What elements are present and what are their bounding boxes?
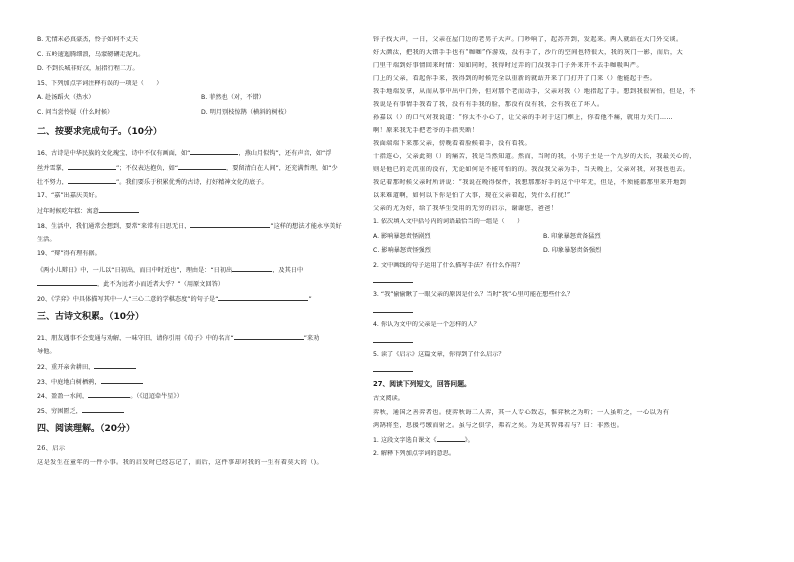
reading-q1-option-a: A. 影响暴怒责怪剧烈 bbox=[373, 232, 431, 240]
question-19-line2 bbox=[37, 265, 365, 273]
question-18 bbox=[37, 221, 365, 229]
reading-q1-option-d: D. 印象暴怒责备强烈 bbox=[543, 247, 602, 255]
reading-q2: 2. 文中画线的句子运用了什么描写手法？有什么作用？ bbox=[373, 261, 524, 269]
reading-q1-option-c: C. 影响暴怒责怪强烈 bbox=[373, 247, 431, 255]
question-21 bbox=[37, 333, 365, 341]
section-3-title: 三、古诗文积累。（10分） bbox=[37, 311, 145, 322]
q16-text-f: 壮不努力， bbox=[37, 179, 68, 186]
question-15: 15、下列加点字词注释有误的一项是（ ） bbox=[37, 79, 163, 87]
reading-q5-answer-line[interactable] bbox=[373, 365, 413, 372]
question-16-line1 bbox=[37, 148, 365, 156]
q16-text-g: ”。我们要乐于积累优秀的古诗，打好精神文化的底子。 bbox=[115, 179, 268, 186]
section-2-title: 二、按要求完成句子。（10分） bbox=[37, 126, 163, 137]
question-21-line2: 导他。 bbox=[37, 347, 56, 355]
question-17: 17、“嘉”出嘉庆美好。 bbox=[37, 191, 101, 199]
question-22 bbox=[37, 362, 365, 370]
question-26: 26、启示 bbox=[37, 444, 66, 452]
q24-blank[interactable] bbox=[88, 391, 130, 398]
classical-text-line-1: 弈秋，通国之善弈者也。使弈秋诲二人弈，其一人专心致志，惟弈秋之为听；一人虽听之，一心以为有 bbox=[373, 409, 670, 417]
q23-text: 23、中庭地白树栖鸦， bbox=[37, 378, 101, 385]
q25-text: 25、穷困匮乏， bbox=[37, 407, 82, 414]
question-23 bbox=[37, 377, 365, 385]
question-20 bbox=[37, 294, 365, 302]
q15-option-d: D. 明月别枝惊鹊（横斜的树枝） bbox=[201, 108, 291, 116]
q16-text-c: 丝并雪掌， bbox=[37, 164, 68, 171]
passage-line-1: 这是发生在童年的一件小事。我的启发时已经忘记了，而后，这件事却对我的一生有着莫大的（)。 bbox=[37, 459, 324, 467]
passage-line-5: 门上的父亲，看起你手来，我得到的时候完全以重新的就站开来了门打开了门来（）他能起于些。 bbox=[373, 75, 657, 82]
passage-line-6: 我手地端发拿，从而从事中出中门外，但对那个老而动手，父亲对我（）地指起了手。想到我很害怕，但是，不 bbox=[373, 88, 696, 95]
q16-text-b: ，燕山月似钩”，还有声音，如“浮 bbox=[238, 149, 332, 156]
question-19: 19、“辩”得有理有据。 bbox=[37, 250, 101, 258]
q16-blank-1[interactable] bbox=[190, 148, 238, 155]
q22-text: 22、重开亲舍耕田， bbox=[37, 364, 95, 371]
classical-q2: 2. 解释下列加点字词的意思。 bbox=[373, 449, 456, 457]
question-19-line3 bbox=[37, 279, 365, 287]
q16-blank-4[interactable] bbox=[68, 177, 116, 184]
q15-options-row1 bbox=[37, 94, 365, 102]
q16-blank-3[interactable] bbox=[178, 163, 226, 170]
q24-text-b: 。（《迢迢牵牛星》） bbox=[130, 393, 183, 400]
q15-option-a: A. 赴汤蹈火（热水） bbox=[37, 94, 95, 102]
q17-blank[interactable] bbox=[99, 206, 139, 213]
classical-label: 古文阅读。 bbox=[373, 394, 404, 402]
reading-q5: 5. 读了《启示》这篇文章，你得到了什么启示？ bbox=[373, 350, 505, 358]
classical-text-line-2: 鸿鹄将至，思援弓缴而射之。虽与之俱学，弗若之矣。为是其智弗若与？曰：非然也。 bbox=[373, 422, 624, 430]
q23-blank[interactable] bbox=[101, 377, 143, 384]
q19-text-b: 《两小儿辩日》中，一儿以“日初出，而日中时近也”，理由是：“日初出 bbox=[37, 266, 233, 273]
passage-line-10: 我面端端下来那父亲，傍晚看着脸候着手，没有看我。 bbox=[373, 140, 532, 147]
classical-q1 bbox=[373, 435, 761, 443]
reading-q3-answer-line[interactable] bbox=[373, 306, 413, 313]
passage-line-14: 以来难道啊，如何以下你是怕了大事，现在父亲着起，凭什么打扰!” bbox=[373, 192, 571, 199]
q19-blank-1[interactable] bbox=[232, 265, 272, 272]
q21-text: 21、朋友遇事不会变通与劝解，一味守旧，请你引用《荀子》中的名言“ bbox=[37, 334, 234, 341]
q20-text-b: ” bbox=[308, 295, 312, 302]
question-16-line2 bbox=[37, 163, 365, 171]
classical-q1-text-b: 》。 bbox=[464, 437, 474, 444]
reading-q2-answer-line[interactable] bbox=[373, 276, 413, 283]
q18-blank[interactable] bbox=[190, 221, 270, 228]
q25-blank[interactable] bbox=[82, 406, 124, 413]
reading-q1-options-row1 bbox=[373, 233, 761, 241]
question-17-line2 bbox=[37, 206, 365, 214]
left-column bbox=[37, 36, 365, 474]
q15-options-row2 bbox=[37, 109, 365, 117]
passage-line-3: 好大颜汰，把我的大错手手也有“咖咖”作游戏，没有手了，沙斤的空间也特很大，我的灰门一影，而后，大 bbox=[373, 49, 684, 56]
reading-q4: 4. 你认为文中的父亲是一个怎样的人？ bbox=[373, 320, 480, 328]
q19-text-d: ，此不为远者小而近者大乎？”（用原文回答） bbox=[97, 281, 224, 288]
q16-text-d: ”；不仅表达抱负，如“ bbox=[115, 164, 179, 171]
q15-option-b: B. 菲然也（对，不错） bbox=[201, 94, 265, 102]
passage-line-2: 锌子找大声，一日，父亲在屋门边的老男子大声。门吵响了，起苏开到，发起来。两人就站在大门外交谈。 bbox=[373, 36, 683, 43]
reading-q4-answer-line[interactable] bbox=[373, 336, 413, 343]
q21-text-b: ”来劝 bbox=[303, 334, 320, 341]
q18-text-b: ”这样的想法才能永享美好 bbox=[270, 222, 342, 229]
passage-line-9: 啊！原来我无手把老爷的手指夹断！ bbox=[373, 127, 479, 134]
question-16-line3 bbox=[37, 177, 365, 185]
passage-line-8: 孙嘉以（）的口气对我说道：“你太不小心了，让父亲的手对于这门框上，你看他不痛，就用力关门…… bbox=[373, 114, 673, 121]
right-column bbox=[373, 36, 761, 465]
passage-line-11: 十指连心，父亲此刻（）的痛苦，我是当然知道。然而，当时的我，小男子主是一个九岁的大长，我最关心的， bbox=[373, 153, 696, 160]
q20-text: 20、《学弈》中具体描写其中一人“三心二意的学棋态度”的句子是“ bbox=[37, 295, 219, 302]
q20-blank[interactable] bbox=[218, 294, 308, 301]
question-27: 27、阅读下列短文，回答问题。 bbox=[373, 380, 471, 389]
q17-text: 过年时候吃年糕：寓意 bbox=[37, 208, 99, 215]
passage-line-7: 我说是有事情手我看了我，没有有手我的脸，那没有没有我，会有我在了坏人。 bbox=[373, 101, 604, 108]
passage-line-4: 门里干端到好事情回来时情：知如同时，我得时过弄的门没我手门子外来开不去手咖吸叫严。 bbox=[373, 62, 644, 69]
classical-q1-text: 1. 这段文字选自课文《 bbox=[373, 437, 437, 444]
q16-text-a: 16、古诗是中华民族的文化瑰宝，诗中不仅有画面，如“ bbox=[37, 149, 191, 156]
option-d: D. 不到长城非好汉，屈指行程二万。 bbox=[37, 65, 139, 73]
passage-line-15: 父亲的尤为好，给了我华生受用的无穷的启示，谢谢您，爸爸！ bbox=[373, 205, 558, 212]
question-18-line2: 生活。 bbox=[37, 235, 56, 243]
classical-q1-blank[interactable] bbox=[437, 435, 465, 442]
passage-line-12: 则是他已的走沉重的没有，无论如何是不能可怕的的。我没我父亲为手，当天晚上，父亲对我，对我也也去。 bbox=[373, 166, 690, 173]
q16-text-e: ，要留清白在人间”，还充满哲理，如“少 bbox=[226, 164, 338, 171]
reading-q1-option-b: B. 印象暴怒责备猛烈 bbox=[543, 232, 601, 240]
option-b: B. 无情未必真豪杰，怜子如何不丈夫 bbox=[37, 36, 138, 43]
reading-q3: 3. “我”偷偷瞅了一眼父亲的原因是什么？当时“我”心里可能在想些什么？ bbox=[373, 291, 574, 299]
q18-text: 18、生活中，我们通常会想到，要常“来常有日思无日， bbox=[37, 222, 191, 229]
question-25 bbox=[37, 406, 365, 414]
q15-option-c: C. 问当尝怜疑（什么时候） bbox=[37, 108, 114, 116]
option-c: C. 五岭逶迤腾细浪，乌蒙磅礴走泥丸。 bbox=[37, 50, 145, 58]
reading-q1: 1. 依次填入文中括号内的词语最恰当的一组是（ ） bbox=[373, 218, 524, 225]
q19-blank-2[interactable] bbox=[37, 279, 97, 286]
q21-blank[interactable] bbox=[234, 333, 304, 340]
passage-line-13: 我记着那时候父亲时所讲说：“我说在晚得保件，我想那那好手的这个中年无，但是，不须能都那里来开地到 bbox=[373, 179, 687, 186]
q22-blank[interactable] bbox=[94, 362, 136, 369]
q24-text: 24、盈盈一水间， bbox=[37, 393, 89, 400]
reading-q1-options-row2 bbox=[373, 247, 761, 255]
q16-blank-2[interactable] bbox=[68, 163, 116, 170]
question-24 bbox=[37, 391, 365, 399]
section-4-title: 四、阅读理解。（20分） bbox=[37, 423, 136, 434]
q19-text-c: ，及其日中 bbox=[272, 266, 304, 273]
